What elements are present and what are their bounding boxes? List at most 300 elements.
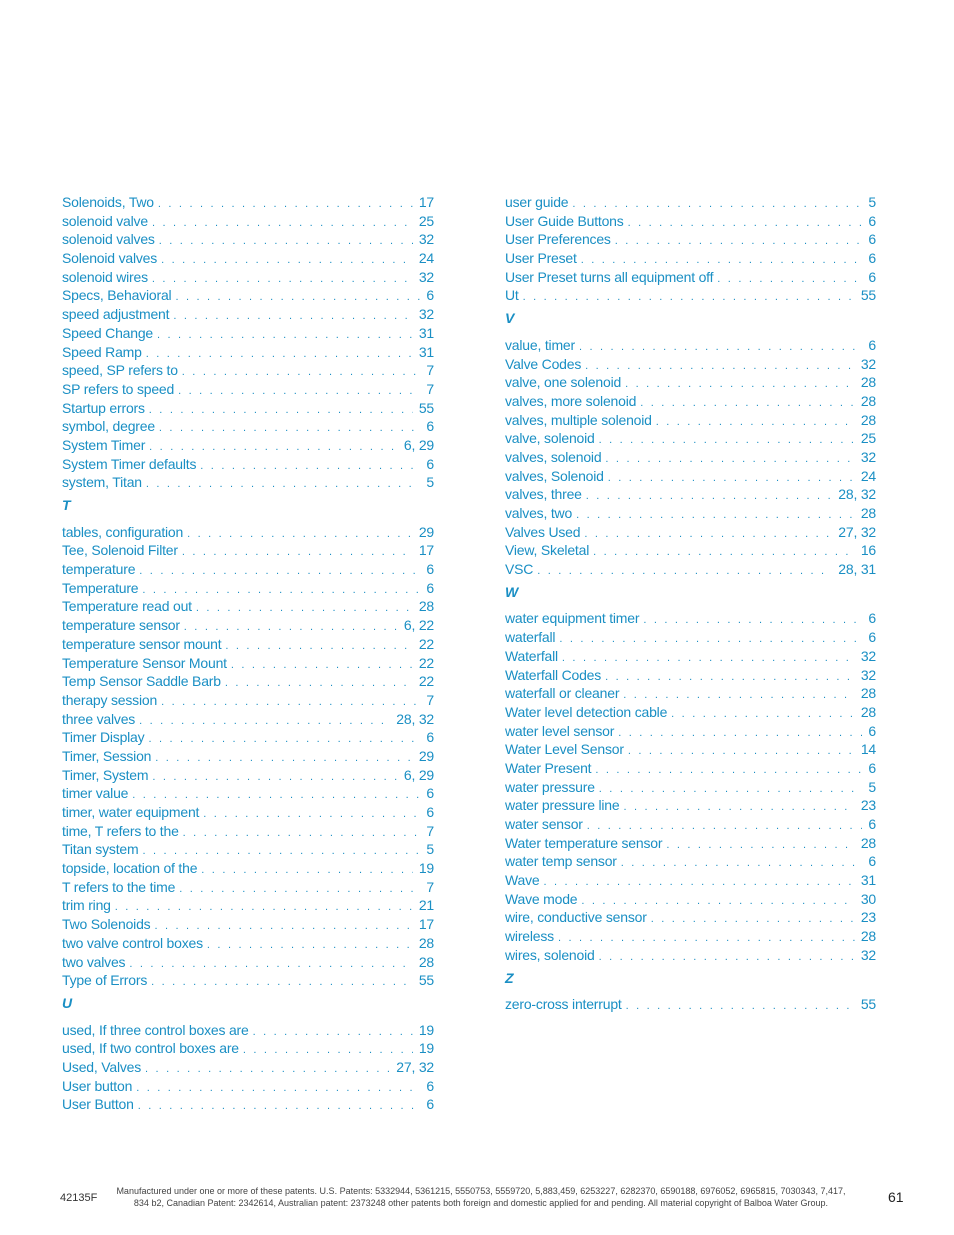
- index-entry: [62, 523, 434, 542]
- index-page-ref: 6: [426, 729, 434, 746]
- index-term: Timer, System: [62, 766, 149, 783]
- dot-leader: [643, 611, 862, 628]
- dot-leader: [196, 599, 413, 616]
- index-page-ref: 22: [418, 673, 434, 690]
- index-page-ref: 6: [868, 231, 876, 248]
- index-term: Timer Display: [62, 729, 145, 746]
- index-term: water level sensor: [505, 722, 615, 739]
- index-term: therapy session: [62, 691, 158, 708]
- index-page-ref: 25: [418, 212, 434, 229]
- index-page-ref: 19: [418, 1040, 434, 1057]
- index-entry: [62, 541, 434, 560]
- index-entry: [62, 915, 434, 934]
- index-page-ref: 6: [868, 816, 876, 832]
- index-entry: [505, 908, 876, 927]
- index-term: temperature sensor: [62, 617, 180, 634]
- dot-leader: [623, 686, 855, 703]
- index-page-ref: 28, 31: [838, 561, 876, 578]
- dot-leader: [243, 1041, 413, 1058]
- dot-leader: [139, 712, 390, 729]
- index-entry: [62, 473, 434, 492]
- dot-leader: [671, 705, 855, 722]
- index-entry: [505, 815, 876, 834]
- index-term: used, If three control boxes are: [62, 1021, 249, 1038]
- dot-leader: [187, 525, 413, 542]
- index-term: solenoid valves: [62, 231, 155, 248]
- index-entry: [62, 766, 434, 785]
- index-page-ref: 32: [860, 666, 876, 683]
- index-entry: [62, 654, 434, 673]
- index-entry: [505, 609, 876, 628]
- index-term: waterfall or cleaner: [505, 685, 620, 702]
- index-entry: [62, 268, 434, 287]
- index-page-ref: 6: [426, 1077, 434, 1094]
- index-entry: [62, 710, 434, 729]
- dot-leader: [152, 270, 413, 287]
- dot-leader: [605, 450, 854, 467]
- dot-leader: [593, 543, 855, 560]
- index-page-ref: 23: [860, 797, 876, 814]
- index-term: Temperature: [62, 579, 139, 596]
- index-term: Titan system: [62, 841, 139, 858]
- index-entry: [62, 840, 434, 859]
- index-term: Water Present: [505, 759, 592, 776]
- index-entry: [505, 485, 876, 504]
- index-page-ref: 28: [860, 374, 876, 391]
- index-term: valve, one solenoid: [505, 374, 622, 391]
- index-entry: [505, 740, 876, 759]
- index-entry: [62, 597, 434, 616]
- dot-leader: [152, 214, 413, 231]
- dot-leader: [136, 1079, 420, 1096]
- index-term: T refers to the time: [62, 878, 176, 895]
- index-letter-heading: W: [505, 583, 519, 600]
- index-page-ref: 24: [418, 250, 434, 267]
- index-term: trim ring: [62, 897, 111, 914]
- index-page-ref: 31: [418, 324, 434, 341]
- index-term: View, Skeletal: [505, 542, 590, 559]
- index-page-ref: 6: [426, 785, 434, 802]
- index-entry: [62, 878, 434, 897]
- index-page-ref: 32: [860, 448, 876, 465]
- index-term: Water temperature sensor: [505, 834, 663, 851]
- index-term: valves, more solenoid: [505, 392, 637, 409]
- dot-leader: [666, 836, 855, 853]
- index-term: Used, Valves: [62, 1058, 142, 1075]
- index-entry: [62, 616, 434, 635]
- dot-leader: [558, 929, 855, 946]
- index-entry: [62, 305, 434, 324]
- index-page-ref: 7: [426, 822, 434, 839]
- index-term: solenoid wires: [62, 268, 148, 285]
- index-entry: [62, 212, 434, 231]
- index-term: Ut: [505, 287, 519, 304]
- index-entry: [62, 859, 434, 878]
- index-entry: [505, 336, 876, 355]
- index-entry: [62, 635, 434, 654]
- dot-leader: [581, 892, 854, 909]
- dot-leader: [599, 948, 855, 965]
- index-page-ref: 22: [418, 635, 434, 652]
- index-term: time, T refers to the: [62, 822, 179, 839]
- index-entry: [505, 523, 876, 542]
- dot-leader: [179, 880, 420, 897]
- index-entry: [62, 324, 434, 343]
- index-entry: [505, 286, 876, 305]
- index-page-ref: 55: [860, 287, 876, 304]
- dot-leader: [651, 910, 855, 927]
- index-term: temperature: [62, 561, 136, 578]
- index-term: Valves Used: [505, 523, 581, 540]
- index-term: valves, multiple solenoid: [505, 411, 652, 428]
- dot-leader: [587, 817, 863, 834]
- dot-leader: [146, 475, 421, 492]
- index-page-ref: 5: [426, 474, 434, 491]
- index-term: wireless: [505, 928, 554, 945]
- index-term: water sensor: [505, 816, 583, 832]
- dot-leader: [175, 288, 420, 305]
- index-entry: [505, 467, 876, 486]
- index-term: User button: [62, 1077, 133, 1094]
- index-page-ref: 23: [860, 909, 876, 926]
- index-entry: [505, 647, 876, 666]
- dot-leader: [161, 251, 413, 268]
- index-entry: [62, 417, 434, 436]
- index-page-ref: 55: [418, 972, 434, 989]
- dot-leader: [621, 854, 863, 871]
- dot-leader: [225, 637, 412, 654]
- index-entry: [505, 778, 876, 797]
- index-term: User Preset turns all equipment off: [505, 268, 714, 285]
- index-term: Speed Change: [62, 324, 154, 341]
- index-entry: [505, 373, 876, 392]
- dot-leader: [152, 768, 398, 785]
- index-term: Temperature read out: [62, 598, 192, 615]
- dot-leader: [656, 413, 855, 430]
- index-page-ref: 28, 32: [838, 486, 876, 503]
- index-term: used, If two control boxes are: [62, 1040, 239, 1057]
- dot-leader: [717, 270, 862, 287]
- dot-leader: [523, 288, 855, 305]
- dot-leader: [142, 581, 420, 598]
- index-page-ref: 14: [860, 741, 876, 758]
- index-term: water pressure: [505, 778, 595, 795]
- index-entry: [505, 946, 876, 965]
- index-page-ref: 32: [418, 231, 434, 248]
- index-page-ref: 17: [418, 194, 434, 210]
- index-entry: [62, 803, 434, 822]
- index-page-ref: 6: [868, 212, 876, 229]
- index-term: User Preset: [505, 250, 577, 267]
- index-entry: [62, 361, 434, 380]
- index-term: valve, solenoid: [505, 430, 595, 447]
- dot-leader: [231, 656, 413, 673]
- index-page-ref: 29: [418, 523, 434, 540]
- index-page-ref: 32: [418, 268, 434, 285]
- index-term: tables, configuration: [62, 523, 184, 540]
- index-entry: [62, 230, 434, 249]
- dot-leader: [253, 1023, 413, 1040]
- dot-leader: [154, 917, 412, 934]
- dot-leader: [184, 618, 398, 635]
- dot-leader: [139, 562, 420, 579]
- document-code: 42135F: [60, 1192, 98, 1204]
- index-page-ref: 6, 29: [403, 436, 434, 453]
- index-entry: [505, 684, 876, 703]
- index-entry: [62, 728, 434, 747]
- index-term: topside, location of the: [62, 860, 198, 877]
- dot-leader: [572, 195, 862, 212]
- dot-leader: [132, 786, 420, 803]
- index-page-ref: 6: [426, 418, 434, 435]
- index-page-ref: 32: [418, 306, 434, 323]
- index-entry: [505, 429, 876, 448]
- index-entry: [62, 343, 434, 362]
- index-term: Valve Codes: [505, 355, 582, 372]
- index-page-ref: 24: [860, 467, 876, 484]
- index-entry: [62, 286, 434, 305]
- index-term: Waterfall Codes: [505, 666, 602, 683]
- index-term: Temp Sensor Saddle Barb: [62, 673, 221, 690]
- index-entry: [505, 759, 876, 778]
- index-term: Type of Errors: [62, 972, 148, 989]
- index-entry: [505, 268, 876, 287]
- dot-leader: [579, 338, 862, 355]
- dot-leader: [159, 232, 413, 249]
- index-term: Timer, Session: [62, 747, 152, 764]
- index-page-ref: 6: [426, 804, 434, 820]
- index-entry: [505, 995, 876, 1014]
- index-page-ref: 28: [418, 934, 434, 951]
- index-term: valves, solenoid: [505, 448, 602, 465]
- dot-leader: [178, 382, 420, 399]
- index-letter-heading: V: [505, 310, 515, 327]
- index-page-ref: 28: [860, 505, 876, 521]
- index-page-ref: 32: [860, 355, 876, 372]
- index-page-ref: 19: [418, 860, 434, 877]
- index-column-right: [505, 193, 876, 1014]
- index-entry: [505, 666, 876, 685]
- dot-leader: [628, 214, 863, 231]
- index-letter-heading: Z: [505, 969, 514, 986]
- dot-leader: [155, 749, 413, 766]
- page-number: 61: [888, 1189, 904, 1205]
- index-entry: [62, 672, 434, 691]
- index-entry: [62, 691, 434, 710]
- index-term: zero-cross interrupt: [505, 996, 622, 1013]
- dot-leader: [149, 401, 413, 418]
- index-page-ref: 6: [426, 561, 434, 578]
- index-term: timer, water equipment: [62, 804, 200, 820]
- dot-leader: [640, 394, 855, 411]
- dot-leader: [595, 761, 862, 778]
- index-page-ref: 27, 32: [396, 1058, 434, 1075]
- dot-leader: [203, 805, 420, 822]
- dot-leader: [145, 1060, 390, 1077]
- index-entry: [62, 193, 434, 212]
- index-entry: [62, 455, 434, 474]
- index-term: Water Level Sensor: [505, 741, 624, 758]
- dot-leader: [207, 936, 413, 953]
- index-page-ref: 7: [426, 362, 434, 379]
- dot-leader: [158, 195, 413, 212]
- index-entry: [62, 579, 434, 598]
- index-entry: [62, 896, 434, 915]
- dot-leader: [138, 1097, 421, 1114]
- index-term: Solenoids, Two: [62, 194, 154, 210]
- dot-leader: [628, 742, 855, 759]
- dot-leader: [615, 232, 863, 249]
- index-entry: [62, 953, 434, 972]
- dot-leader: [149, 438, 398, 455]
- dot-leader: [182, 543, 413, 560]
- index-page-ref: 6: [868, 268, 876, 285]
- index-page-ref: 25: [860, 430, 876, 447]
- patent-notice: Manufactured under one or more of these patents. U.S. Patents: 5332944, 5361215, 5550753, 5559720, 5,883,459, 6253227, 6282370, 6590188, 6976052, 6965815, 7030343, 7,417, 834 b2, Canadian Patent: 2342614, Australian patent: 2373248 other patents both foreign and domestic applied for and pending. All material copyright of Balboa Water Group.: [116, 1186, 846, 1208]
- index-entry: [62, 1077, 434, 1096]
- index-page-ref: 16: [860, 542, 876, 559]
- index-page-ref: 27, 32: [838, 523, 876, 540]
- index-entry: [62, 1039, 434, 1058]
- index-page-ref: 6, 29: [403, 766, 434, 783]
- index-page-ref: 32: [860, 647, 876, 664]
- index-term: valves, three: [505, 486, 582, 503]
- index-term: two valve control boxes: [62, 934, 203, 951]
- dot-leader: [559, 630, 862, 647]
- index-entry: [505, 411, 876, 430]
- index-term: water pressure line: [505, 797, 620, 814]
- index-term: waterfall: [505, 629, 556, 646]
- index-page-ref: 7: [426, 691, 434, 708]
- index-page-ref: 28: [860, 703, 876, 720]
- index-term: water temp sensor: [505, 853, 617, 870]
- dot-leader: [151, 973, 413, 990]
- dot-leader: [605, 668, 855, 685]
- index-term: user guide: [505, 194, 569, 210]
- index-entry: [62, 436, 434, 455]
- index-page-ref: 31: [418, 343, 434, 360]
- index-entry: [62, 822, 434, 841]
- index-page-ref: 6: [426, 287, 434, 304]
- index-term: VSC: [505, 561, 534, 578]
- index-page-ref: 6: [868, 853, 876, 870]
- index-page-ref: 28: [860, 834, 876, 851]
- index-entry: [62, 971, 434, 990]
- index-term: wire, conductive sensor: [505, 909, 647, 926]
- index-term: Wave: [505, 872, 540, 889]
- dot-leader: [581, 251, 863, 268]
- index-entry: [505, 448, 876, 467]
- index-entry: [62, 1021, 434, 1040]
- index-term: two valves: [62, 953, 126, 970]
- index-page-ref: 30: [860, 890, 876, 907]
- dot-leader: [599, 431, 855, 448]
- dot-leader: [626, 997, 855, 1014]
- index-entry: [505, 230, 876, 249]
- dot-leader: [586, 487, 832, 504]
- index-term: temperature sensor mount: [62, 635, 222, 652]
- index-term: Wave mode: [505, 890, 578, 907]
- index-page-ref: 28: [860, 685, 876, 702]
- dot-leader: [562, 649, 855, 666]
- dot-leader: [183, 824, 421, 841]
- index-term: Solenoid valves: [62, 250, 158, 267]
- index-entry: [62, 380, 434, 399]
- dot-leader: [599, 780, 863, 797]
- index-page-ref: 22: [418, 654, 434, 671]
- index-page-ref: 17: [418, 542, 434, 559]
- dot-leader: [157, 326, 413, 343]
- index-page-ref: 6: [868, 629, 876, 646]
- index-page-ref: 6: [868, 722, 876, 739]
- index-term: User Preferences: [505, 231, 611, 248]
- index-page-ref: 31: [860, 872, 876, 889]
- index-page-ref: 7: [426, 380, 434, 397]
- index-entry: [505, 834, 876, 853]
- index-page-ref: 55: [860, 996, 876, 1013]
- index-page-ref: 28: [418, 953, 434, 970]
- dot-leader: [225, 674, 413, 691]
- index-entry: [505, 560, 876, 579]
- index-page-ref: 6: [868, 759, 876, 776]
- index-page-ref: 21: [418, 897, 434, 914]
- index-letter-heading: U: [62, 994, 73, 1011]
- dot-leader: [201, 861, 413, 878]
- index-term: Tee, Solenoid Filter: [62, 542, 178, 559]
- dot-leader: [129, 955, 412, 972]
- index-entry: [505, 249, 876, 268]
- index-entry: [505, 504, 876, 523]
- index-term: Startup errors: [62, 399, 145, 416]
- index-term: valves, Solenoid: [505, 467, 604, 484]
- index-page-ref: 29: [418, 747, 434, 764]
- dot-leader: [159, 419, 420, 436]
- dot-leader: [115, 898, 413, 915]
- index-page-ref: 6: [426, 579, 434, 596]
- index-column-left: [62, 193, 434, 1114]
- index-entry: [505, 796, 876, 815]
- index-page-ref: 28: [860, 411, 876, 428]
- index-term: User Button: [62, 1096, 134, 1113]
- index-page-ref: 7: [426, 878, 434, 895]
- index-term: SP refers to speed: [62, 380, 175, 397]
- index-term: valves, two: [505, 505, 573, 521]
- index-page-ref: 6: [868, 250, 876, 267]
- dot-leader: [543, 873, 854, 890]
- index-entry: [505, 541, 876, 560]
- index-term: System Timer: [62, 436, 146, 453]
- index-entry: [505, 703, 876, 722]
- dot-leader: [161, 693, 420, 710]
- index-term: value, timer: [505, 336, 575, 353]
- index-term: Specs, Behavioral: [62, 287, 172, 304]
- index-page-ref: 5: [426, 841, 434, 858]
- dot-leader: [537, 562, 832, 579]
- dot-leader: [585, 357, 855, 374]
- index-entry: [505, 927, 876, 946]
- index-letter-heading: T: [62, 497, 71, 513]
- dot-leader: [618, 724, 862, 741]
- index-term: speed adjustment: [62, 306, 170, 323]
- index-entry: [62, 1095, 434, 1114]
- index-page-ref: 17: [418, 916, 434, 933]
- index-term: system, Titan: [62, 474, 142, 491]
- index-entry: [505, 722, 876, 741]
- index-entry: [505, 392, 876, 411]
- index-entry: [505, 355, 876, 374]
- dot-leader: [148, 730, 420, 747]
- index-entry: [62, 560, 434, 579]
